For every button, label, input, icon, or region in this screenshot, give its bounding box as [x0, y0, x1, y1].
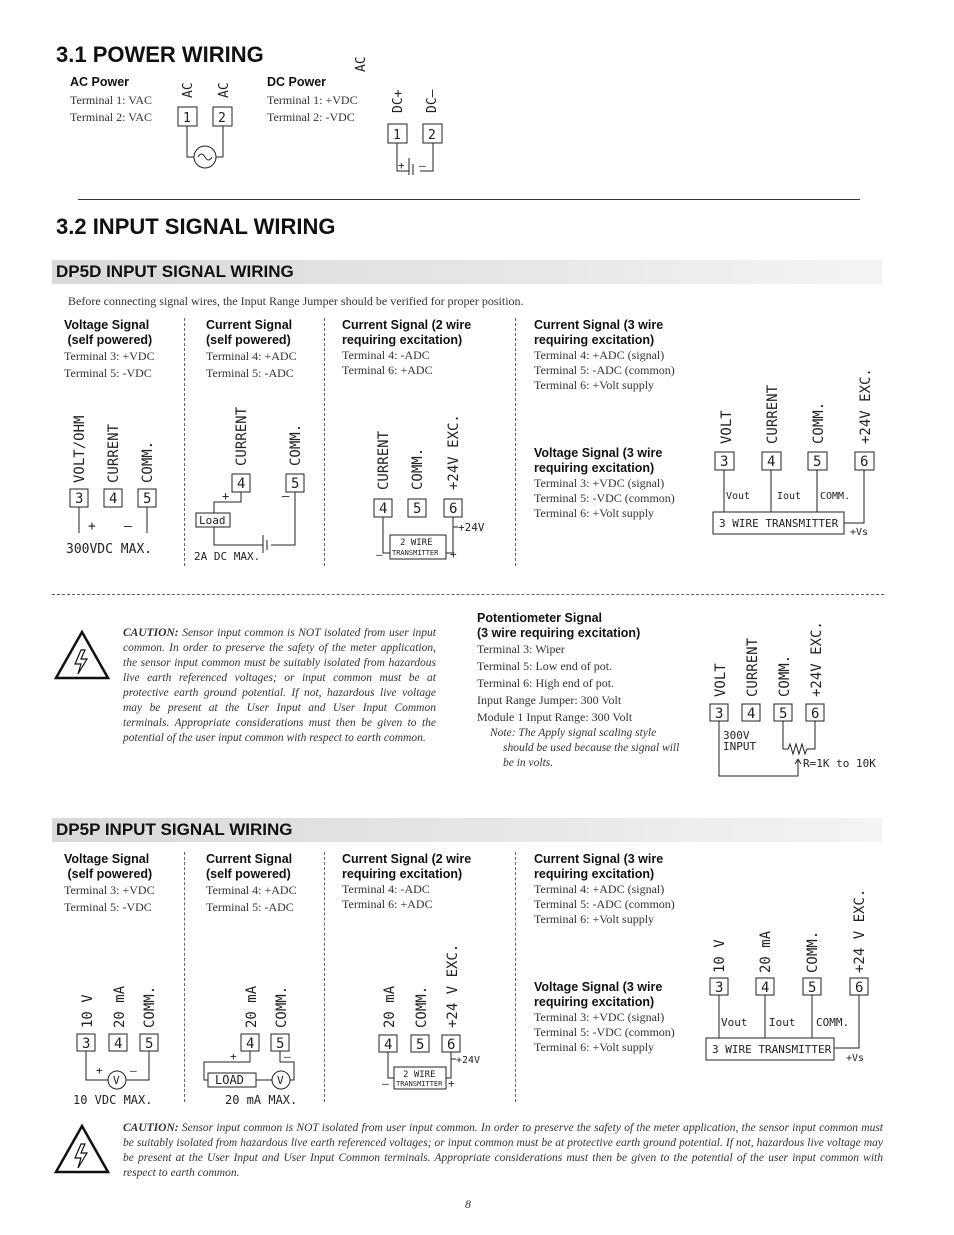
- svg-text:5: 5: [413, 501, 422, 517]
- svg-text:CURRENT: CURRENT: [234, 406, 250, 466]
- svg-text:+: +: [450, 548, 457, 561]
- page-number: 8: [465, 1197, 471, 1211]
- svg-text:2 WIRE: 2 WIRE: [403, 1070, 436, 1080]
- svg-text:+: +: [448, 1077, 455, 1090]
- svg-text:Iout: Iout: [777, 491, 802, 502]
- svg-text:2 WIRE: 2 WIRE: [400, 538, 433, 548]
- dp5p-col-voltage-3wire: Voltage Signal (3 wire requiring excitation) Terminal 3: +VDC (signal) Terminal 5: -VDC (common) Terminal 6: +Volt supply: [534, 980, 675, 1054]
- svg-text:VOLT: VOLT: [719, 410, 735, 444]
- svg-text:4: 4: [761, 980, 770, 996]
- svg-text:R=1K to 10K: R=1K to 10K: [803, 757, 876, 770]
- svg-text:4: 4: [114, 1036, 123, 1052]
- svg-text:3: 3: [720, 454, 729, 470]
- dp5p-heading: DP5P INPUT SIGNAL WIRING: [56, 820, 293, 839]
- svg-text:+24V EXC.: +24V EXC.: [446, 414, 462, 490]
- svg-text:5: 5: [813, 454, 822, 470]
- svg-text:6: 6: [855, 980, 864, 996]
- svg-text:+: +: [230, 1050, 237, 1063]
- dp5d-col-current: Current Signal (self powered) Terminal 4: +ADC Terminal 5: -ADC: [206, 318, 297, 380]
- svg-text:COMM.: COMM.: [142, 985, 158, 1028]
- dc-power-terminals: Terminal 1: +VDC Terminal 2: -VDC: [267, 93, 358, 124]
- pot-signal-block: Potentiometer Signal (3 wire requiring excitation) Terminal 3: Wiper Terminal 5: Low end of pot. Terminal 6: High end of pot. Input Range Jumper: 300 Volt Module 1 Input Range: 300 Volt Note: The Apply signal scaling style should be used because the signal will be in volts.: [477, 611, 680, 769]
- svg-text:6: 6: [860, 454, 869, 470]
- svg-text:4: 4: [246, 1036, 255, 1052]
- svg-text:5: 5: [276, 1036, 285, 1052]
- dc-terminal-2: 2: [428, 128, 436, 143]
- dp5d-col-current-3wire: Current Signal (3 wire requiring excitation) Terminal 4: +ADC (signal) Terminal 5: -ADC (common) Terminal 6: +Volt supply: [534, 318, 675, 392]
- svg-text:+Vs: +Vs: [846, 1053, 865, 1064]
- dp5d-heading-bar: [52, 260, 882, 284]
- dp5d-voltage-diagram: [60, 395, 180, 560]
- divider: [78, 199, 860, 200]
- svg-text:VOLT: VOLT: [713, 663, 729, 697]
- svg-text:–: –: [376, 548, 383, 561]
- svg-text:5: 5: [416, 1037, 425, 1053]
- svg-text:20 mA: 20 mA: [382, 985, 398, 1028]
- svg-text:V: V: [113, 1074, 120, 1087]
- svg-text:3: 3: [715, 706, 724, 722]
- ac-label-1: AC: [354, 56, 369, 72]
- dashed-divider: [52, 594, 884, 595]
- svg-text:COMM.: COMM.: [777, 654, 793, 697]
- svg-text:CURRENT: CURRENT: [376, 430, 392, 490]
- svg-text:5: 5: [808, 980, 817, 996]
- section-title-input-signal-wiring: 3.2 INPUT SIGNAL WIRING: [56, 214, 336, 239]
- dp5p-heading-bar: [52, 818, 882, 842]
- svg-text:+Vs: +Vs: [850, 527, 869, 538]
- svg-text:300VDC MAX.: 300VDC MAX.: [66, 542, 153, 557]
- svg-text:+24 V EXC.: +24 V EXC.: [852, 888, 868, 973]
- svg-text:+: +: [398, 159, 405, 172]
- svg-text:3 WIRE TRANSMITTER: 3 WIRE TRANSMITTER: [719, 517, 839, 530]
- svg-text:3: 3: [75, 491, 84, 507]
- svg-text:6: 6: [447, 1037, 456, 1053]
- svg-text:6: 6: [811, 706, 820, 722]
- ac-label-2: AC: [217, 82, 232, 98]
- svg-text:+24V: +24V: [458, 521, 485, 534]
- dp5p-current-2wire-diagram: [372, 935, 512, 1095]
- section-title-power-wiring: 3.1 POWER WIRING: [56, 42, 264, 67]
- svg-text:–: –: [282, 489, 290, 503]
- svg-text:COMM.: COMM.: [288, 423, 304, 466]
- svg-text:Vout: Vout: [726, 491, 751, 502]
- svg-text:VOLT/OHM: VOLT/OHM: [72, 415, 88, 483]
- dp5p-voltage-diagram: [68, 970, 183, 1110]
- dc-label-minus: DC–: [425, 89, 440, 113]
- svg-text:+24V EXC.: +24V EXC.: [809, 621, 825, 697]
- dp5p-col-current-3wire: Current Signal (3 wire requiring excitation) Terminal 4: +ADC (signal) Terminal 5: -ADC (common) Terminal 6: +Volt supply: [534, 852, 675, 926]
- svg-text:5: 5: [291, 476, 300, 492]
- dc-terminal-1: 1: [393, 128, 401, 143]
- svg-text:3: 3: [715, 980, 724, 996]
- dp5p-current-diagram: [200, 970, 320, 1110]
- svg-text:20 mA MAX.: 20 mA MAX.: [225, 1093, 298, 1107]
- svg-text:4: 4: [109, 491, 118, 507]
- dp5p-col-current: Current Signal (self powered) Terminal 4: +ADC Terminal 5: -ADC: [206, 852, 297, 914]
- svg-text:20 mA: 20 mA: [244, 985, 260, 1028]
- svg-text:3 WIRE TRANSMITTER: 3 WIRE TRANSMITTER: [712, 1043, 832, 1056]
- svg-text:–: –: [284, 1050, 291, 1063]
- svg-text:10 VDC MAX.: 10 VDC MAX.: [73, 1093, 153, 1107]
- dc-label-plus: DC+: [391, 89, 406, 113]
- svg-text:+24V EXC.: +24V EXC.: [858, 368, 874, 444]
- svg-text:4: 4: [379, 501, 388, 517]
- svg-text:COMM.: COMM.: [820, 491, 851, 502]
- potentiometer-icon: [783, 721, 815, 754]
- ac-label-1: AC: [181, 82, 196, 98]
- svg-text:10 V: 10 V: [80, 994, 96, 1028]
- svg-text:+: +: [222, 489, 230, 503]
- dp5d-col-current-2wire: Current Signal (2 wire requiring excitation) Terminal 4: -ADC Terminal 6: +ADC: [342, 318, 472, 377]
- pot-diagram: [705, 613, 885, 783]
- dp5d-3wire-diagram: [705, 360, 885, 542]
- svg-text:COMM.: COMM.: [410, 447, 426, 490]
- svg-text:300V: 300V: [723, 729, 750, 742]
- svg-text:+24 V EXC.: +24 V EXC.: [445, 943, 461, 1028]
- svg-text:–: –: [419, 159, 426, 172]
- svg-text:10 V: 10 V: [712, 939, 728, 973]
- svg-text:TRANSMITTER: TRANSMITTER: [396, 1080, 443, 1088]
- svg-text:4: 4: [384, 1037, 393, 1053]
- ac-power-terminals: Terminal 1: VAC Terminal 2: VAC: [70, 93, 153, 124]
- svg-text:4: 4: [747, 706, 756, 722]
- svg-text:COMM.: COMM.: [414, 985, 430, 1028]
- svg-text:5: 5: [779, 706, 788, 722]
- svg-text:+24V: +24V: [456, 1055, 481, 1066]
- svg-text:6: 6: [449, 501, 458, 517]
- svg-text:Vout: Vout: [721, 1016, 748, 1029]
- svg-text:+: +: [96, 1064, 103, 1077]
- svg-text:COMM.: COMM.: [274, 985, 290, 1028]
- svg-text:LOAD: LOAD: [215, 1073, 244, 1087]
- svg-text:TRANSMITTER: TRANSMITTER: [392, 549, 439, 557]
- svg-text:20 mA: 20 mA: [758, 930, 774, 973]
- dc-power-diagram: [380, 78, 450, 178]
- svg-text:Iout: Iout: [769, 1016, 796, 1029]
- svg-text:COMM.: COMM.: [805, 930, 821, 973]
- dp5p-col-voltage: Voltage Signal (self powered) Terminal 3: +VDC Terminal 5: -VDC: [64, 852, 155, 914]
- svg-text:Load: Load: [199, 514, 226, 527]
- svg-text:COMM.: COMM.: [816, 1016, 850, 1029]
- dp5d-current-diagram: [190, 390, 320, 565]
- svg-text:4: 4: [237, 476, 246, 492]
- dp5p-3wire-diagram: [700, 878, 885, 1068]
- svg-text:CURRENT: CURRENT: [745, 637, 761, 697]
- svg-text:CURRENT: CURRENT: [106, 423, 122, 483]
- dp5p-caution-text: CAUTION: Sensor input common is NOT isolated from user input common. In order to preserve the safety of the meter application, the sensor input common must be suitably isolated from hazardous live earth referenced voltages; or input common must be at protective earth ground potential. If not, hazardous live voltage may be present at the User Input and User Input Common terminals. Appropriate considerations must then be given to the potential of the user input common with respect to earth common.: [123, 1122, 883, 1179]
- ac-power-heading: AC Power: [70, 75, 130, 89]
- svg-text:V: V: [277, 1074, 284, 1087]
- warning-triangle-icon: [54, 630, 110, 680]
- ac-terminal-1: 1: [183, 111, 191, 126]
- svg-text:INPUT: INPUT: [723, 740, 757, 753]
- svg-text:–: –: [382, 1077, 389, 1090]
- svg-text:5: 5: [145, 1036, 154, 1052]
- dp5d-current-2wire-diagram: [370, 395, 510, 565]
- dp5d-col-voltage-3wire: Voltage Signal (3 wire requiring excitation) Terminal 3: +VDC (signal) Terminal 5: -VDC (common) Terminal 6: +Volt supply: [534, 446, 675, 520]
- dp5d-heading: DP5D INPUT SIGNAL WIRING: [56, 262, 294, 281]
- svg-text:3: 3: [82, 1036, 91, 1052]
- svg-text:–: –: [124, 519, 132, 534]
- svg-text:+: +: [88, 519, 96, 534]
- dp5d-caution-text: CAUTION: Sensor input common is NOT isolated from user input common. In order to preserve the safety of the meter application, the sensor input common must be suitably isolated from hazardous live earth referenced voltages; or input common must be at protective earth ground potential. If not, hazardous live voltage may be present at the User Input and User Input Common terminals. Appropriate considerations must then be given to the potential of the user input common with respect to earth common.: [123, 627, 436, 744]
- svg-text:5: 5: [143, 491, 152, 507]
- dp5p-col-current-2wire: Current Signal (2 wire requiring excitation) Terminal 4: -ADC Terminal 6: +ADC: [342, 852, 472, 911]
- dp5d-intro: Before connecting signal wires, the Input Range Jumper should be verified for proper position.: [68, 294, 524, 308]
- svg-text:–: –: [130, 1064, 137, 1077]
- svg-text:2A DC MAX.: 2A DC MAX.: [194, 550, 261, 563]
- warning-triangle-icon: [54, 1124, 110, 1174]
- svg-text:4: 4: [767, 454, 776, 470]
- dc-power-heading: DC Power: [267, 75, 327, 89]
- svg-text:COMM.: COMM.: [811, 401, 827, 444]
- svg-text:20 mA: 20 mA: [112, 985, 128, 1028]
- svg-text:CURRENT: CURRENT: [765, 384, 781, 444]
- dp5d-col-voltage: Voltage Signal (self powered) Terminal 3: +VDC Terminal 5: -VDC: [64, 318, 155, 380]
- svg-text:COMM.: COMM.: [140, 440, 156, 483]
- ac-terminal-2: 2: [218, 111, 226, 126]
